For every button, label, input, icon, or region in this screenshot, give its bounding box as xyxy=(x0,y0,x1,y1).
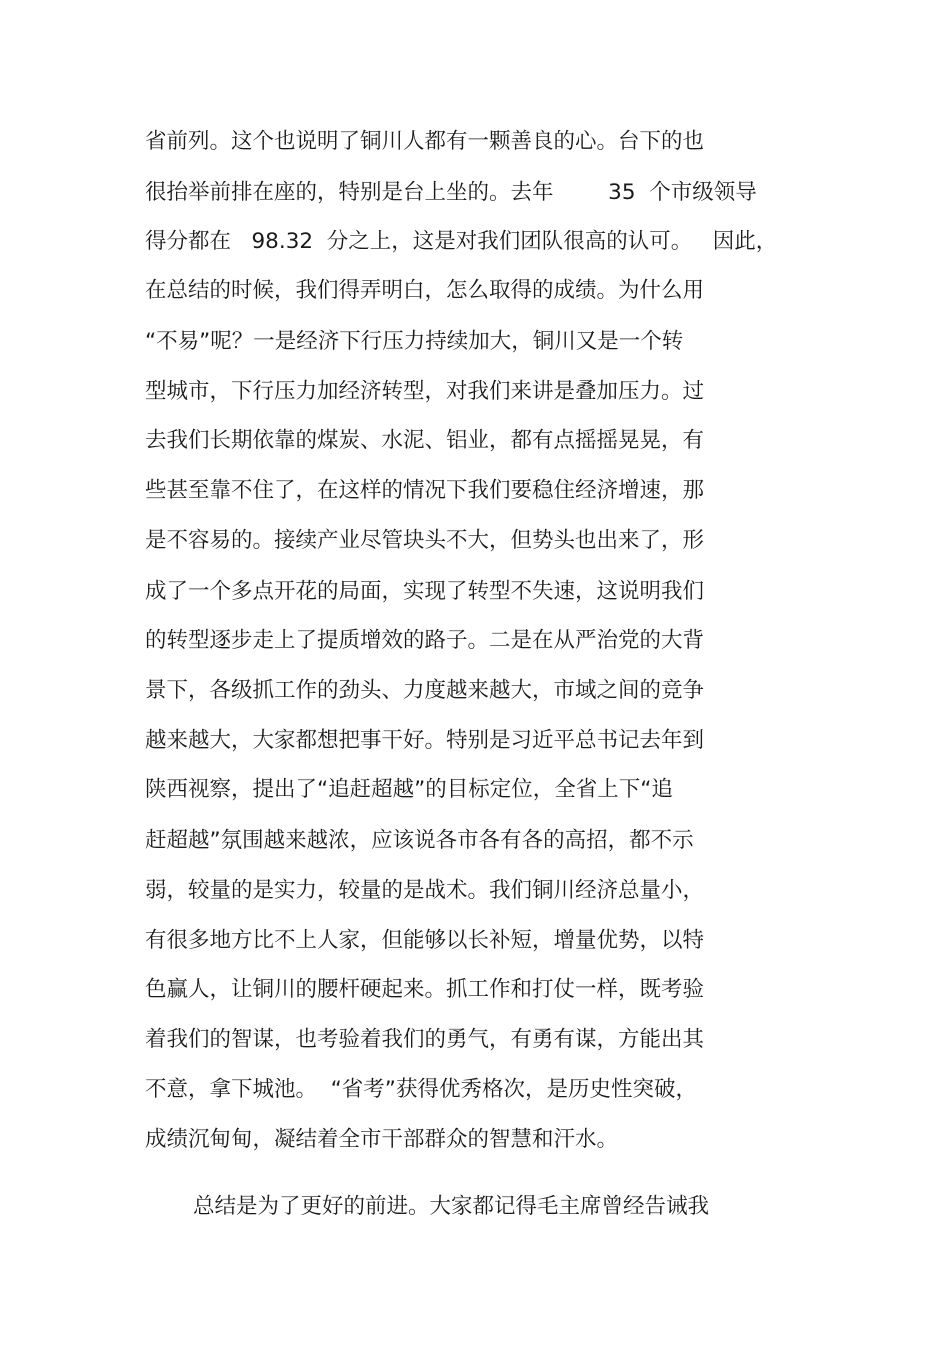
text-line: 弱，较量的是实力，较量的是战术。我们铜川经济总量小， xyxy=(145,878,705,903)
text-line: “不易”呢？一是经济下行压力持续加大，铜川又是一个转 xyxy=(145,329,684,354)
text-line: 有很多地方比不上人家，但能够以长补短，增量优势，以特 xyxy=(145,928,705,953)
text-line: 些甚至靠不住了，在这样的情况下我们要稳住经济增速，那 xyxy=(145,478,705,503)
text-line: 色赢人，让铜川的腰杆硬起来。抓工作和打仗一样，既考验 xyxy=(145,977,705,1002)
text-line: 陕西视察，提出了“追赶超越”的目标定位，全省上下“追 xyxy=(145,777,673,802)
text-line: 成了一个多点开花的局面，实现了转型不失速，这说明我们 xyxy=(145,579,705,604)
text-line: 省前列。这个也说明了铜川人都有一颗善良的心。台下的也 xyxy=(145,129,705,154)
text-line: 赶超越”氛围越来越浓，应该说各市各有各的高招，都不示 xyxy=(145,828,694,853)
text-line: 着我们的智谋，也考验着我们的勇气，有勇有谋，方能出其 xyxy=(145,1027,705,1052)
text-line: 成绩沉甸甸，凝结着全市干部群众的智慧和汗水。 xyxy=(145,1127,619,1152)
text-line: 在总结的时候，我们得弄明白，怎么取得的成绩。为什么用 xyxy=(145,278,705,303)
paragraph-first-line: 总结是为了更好的前进。大家都记得毛主席曾经告诫我 xyxy=(193,1194,710,1219)
text-line: 去我们长期依靠的煤炭、水泥、铝业，都有点摇摇晃晃，有 xyxy=(145,428,705,453)
text-line: 型城市，下行压力加经济转型，对我们来讲是叠加压力。过 xyxy=(145,379,705,404)
text-line: 的转型逐步走上了提质增效的路子。二是在从严治党的大背 xyxy=(145,628,705,653)
text-line: 不意，拿下城池。 “省考”获得优秀格次，是历史性突破， xyxy=(145,1077,697,1102)
text-line: 得分都在 98.32 分之上，这是对我们团队很高的认可。 因此， xyxy=(145,229,778,254)
text-line: 越来越大，大家都想把事干好。特别是习近平总书记去年到 xyxy=(145,728,705,753)
text-line: 很抬举前排在座的，特别是台上坐的。去年 35 个市级领导 xyxy=(145,180,757,205)
text-line: 是不容易的。接续产业尽管块头不大，但势头也出来了，形 xyxy=(145,528,705,553)
text-line: 景下，各级抓工作的劲头、力度越来越大，市域之间的竞争 xyxy=(145,678,705,703)
